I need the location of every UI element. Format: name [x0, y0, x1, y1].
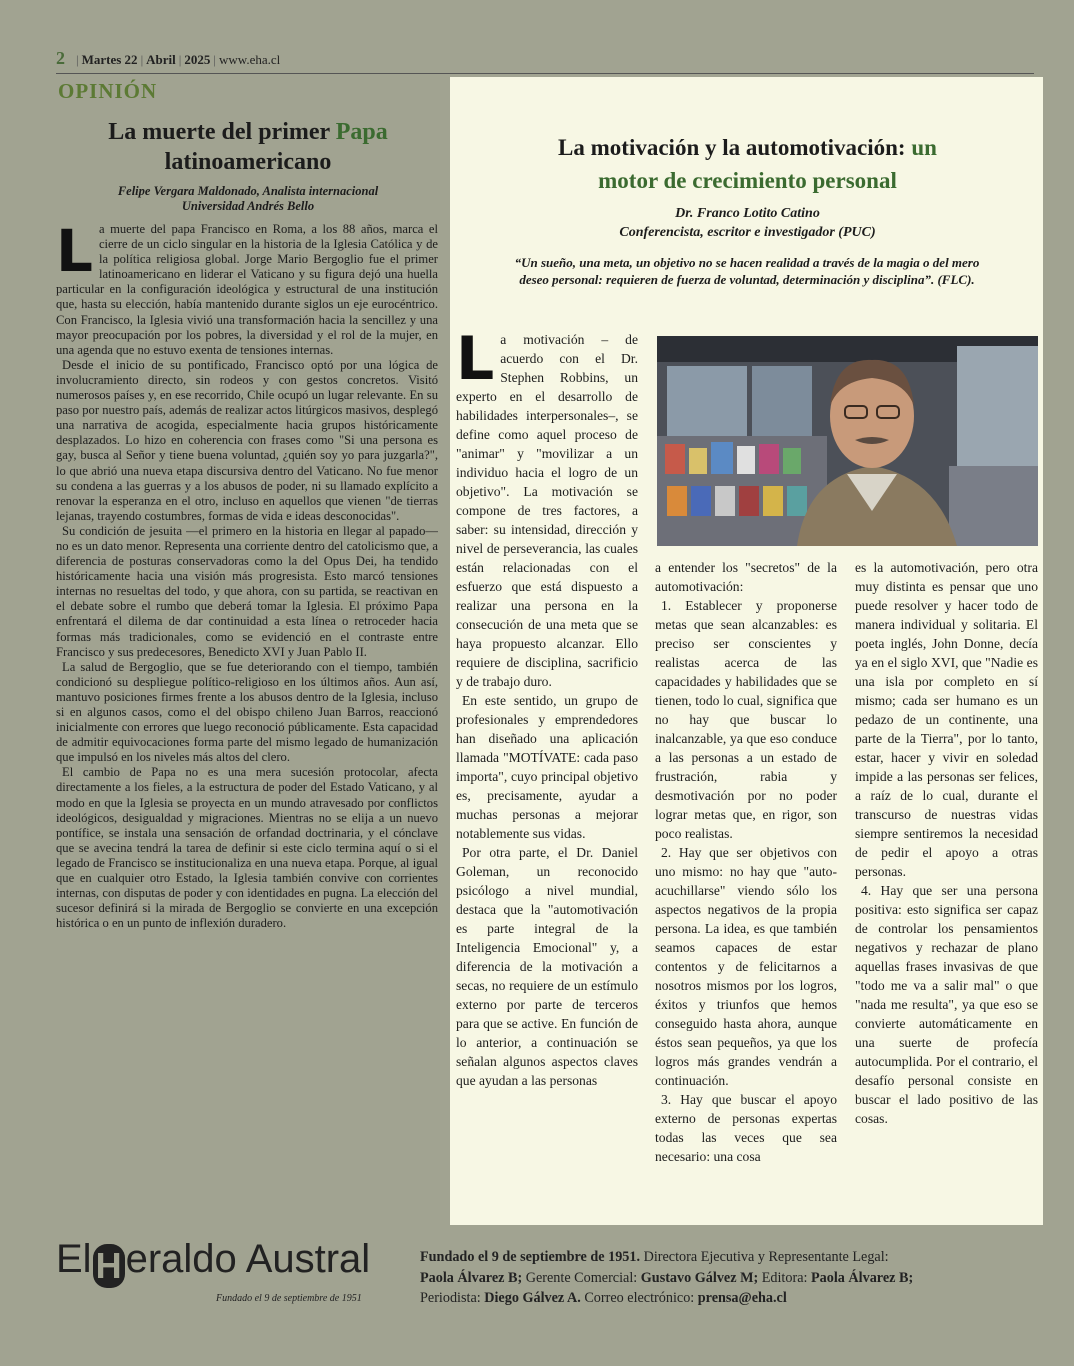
paragraph: es la automotivación, pero otra muy distinta es pensar que uno puede resolver y hacer todo de manera individual y solitaria. El poeta inglés, John Donne, decía ya en el siglo XVI, que "Nadie es una isla por completo en sí mismo; cada ser humano es un pedazo de un continente, una parte de la Tierra", por lo tanto, estar, hacer y vivir en soledad impide a las personas ser felices, a raíz de lo cual, durante el transcurso de nuestras vidas siempre sentiremos la necesidad de pedir el apoyo a otras personas.: [855, 560, 1038, 879]
email-link[interactable]: prensa@eha.cl: [697, 1290, 787, 1306]
paragraph: 1. Establecer y proponerse metas que sean alcanzables: es preciso ser conscientes y realistas acerca de las capacidades y habilidades que se tienen, todo lo cual, significa que no hay que buscar lo inalcanzable, ya que eso conduce a las personas a un estado de frustración, rabia y desmotivación por no poder lograr metas que, en rigor, son poco realistas.: [655, 598, 837, 841]
logo-tagline: Fundado el 9 de septiembre de 1951: [216, 1293, 362, 1304]
logo-text-2: eraldo: [125, 1237, 237, 1281]
paragraph: La salud de Bergoglio, que se fue deteriorando con el tiempo, también condicionó su despliegue político-religioso en los últimos años. Aun así, mantuvo posiciones firmes frente a los abusos dentro de la Iglesia, incluso si en algunos casos, como el del obispo chileno Juan Barros, reaccionó inicialmente con errores que luego reconoció públicamente. Esta capacidad de admitir equivocaciones forma parte del mismo legado de humanización que impulsó en los niveles más altos del clero.: [56, 659, 438, 765]
left-title-text-2: latinoamericano: [164, 149, 332, 175]
manager-label: Gerente Comercial:: [522, 1269, 641, 1286]
page-number: 2: [56, 48, 65, 68]
paragraph: a muerte del papa Francisco en Roma, a los 88 años, marca el cierre de un ciclo singular en la historia de la Iglesia Católica y de la política religiosa global. Jorge Mario Bergoglio fue el primer latinoamericano en liderar el Vaticano y su figura dejó una huella particular en la configuración ideológica y estructural de una institución que, hasta su elección, había mantenido durante siglos un eje eurocéntrico. Con Francisco, la Iglesia vivió una transformación hacia la sencillez y una mayor preocupación por los pobres, la diversidad y el rol de la mujer, en una agenda que no estuvo exenta de tensiones internas.: [56, 222, 438, 357]
left-article-byline: [58, 184, 438, 214]
manager-name: Gustavo Gálvez M;: [640, 1269, 759, 1286]
right-title-text: La motivación y la automotivación:: [558, 135, 912, 160]
right-article-byline: [470, 204, 1025, 242]
left-dropcap: L: [56, 222, 93, 285]
paragraph: a entender los "secretos" de la automotivación:: [655, 560, 837, 594]
header-website[interactable]: www.eha.cl: [219, 52, 281, 67]
paragraph: 3. Hay que buscar el apoyo externo de personas expertas todas las veces que sea necesario: una cosa: [655, 1092, 837, 1164]
right-title-highlight-2: motor de crecimiento personal: [598, 168, 897, 193]
paragraph: a motivación – de acuerdo con el Dr. Stephen Robbins, un experto en el desarrollo de habilidades interpersonales–, se define como aquel proceso de "animar" y "movilizar a un individuo hacia el logro de un objetivo". La motivación se compone de tres factores, a saber: su intensidad, dirección y nivel de perseverancia, las cuales están relacionadas con el esfuerzo que está dispuesto a realizar una persona en la consecución de una meta que se haya propuesto alcanzar. Ello requiere de disciplina, sacrificio y de trabajo duro.: [456, 332, 638, 689]
header-month: Abril: [146, 52, 176, 67]
email-label: Correo electrónico:: [580, 1290, 698, 1306]
left-article-body: [56, 222, 438, 1222]
left-author-affiliation: Universidad Andrés Bello: [181, 199, 315, 213]
right-dropcap: L: [456, 330, 495, 394]
right-article-column-1: [456, 330, 638, 1220]
right-author-affiliation: Conferencista, escritor e investigador (PUC): [619, 225, 876, 240]
editor-label: Editora:: [758, 1269, 811, 1286]
paragraph: El cambio de Papa no es una mera sucesión protocolar, afecta directamente a los fieles, a la estructura de poder del Estado Vaticano, y al modo en que la Iglesia se proyecta en un mundo atravesado por conflictos ideológicos, desigualdad y migraciones. Mientras no se elija a un nuevo pontífice, se instala una sensación de orfandad doctrinaria, y el cónclave que se avecina tendrá la tarea de definir si este ciclo termina aquí o si el legado de Francisco se institucionaliza en una nueva etapa. Porque, al igual que en cualquier otro Estado, la Iglesia también convive con corrientes internas, con disputas de poder y con identidades en pugna. La elección del sucesor definirá si la mirada de Bergoglio se convierte en una excepción histórica o en un punto de inflexión duradero.: [56, 765, 438, 931]
paragraph: Por otra parte, el Dr. Daniel Goleman, un reconocido psicólogo a nivel mundial, destaca que la "automotivación es parte integral de la Inteligencia Emocional" y, a diferencia de la motivación a secas, no requiere de un estímulo externo por parte de terceros para que se active. En función de lo anterior, a continuación se señalan algunos aspectos claves que ayudan a las personas: [456, 845, 638, 1088]
header-year: 2025: [184, 52, 211, 67]
paragraph: Su condición de jesuita —el primero en la historia en llegar al papado— no es un dato menor. Representa una corriente dentro del catolicismo que, a diferencia de posturas conservadoras como la del Opus Dei, ha tendido históricamente hacia una visión más progresista. Esto marcó tensiones internas no resueltas del todo, y que ahora, con su partida, se reactivan en el debate sobre el rumbo que deberá tomar la Iglesia. El próximo Papa enfrentará el dilema de dar continuidad a esta línea o retroceder hacia formas más tradicionales, como se evidenció en el contraste entre Francisco y sus predecesores, Benedicto XVI y Juan Pablo II.: [56, 523, 438, 659]
header-rule: [56, 73, 1034, 74]
newspaper-logo: [56, 1237, 406, 1287]
author-photo-image: [657, 336, 1038, 546]
journalist-name: Diego Gálvez A.: [484, 1290, 581, 1306]
editor-name: Paola Álvarez B;: [810, 1269, 914, 1286]
right-article-title: [470, 131, 1025, 197]
logo-text-3: Austral: [245, 1237, 371, 1281]
pull-quote: “Un sueño, una meta, un objetivo no se hacen realidad a través de la magia o del mero deseo personal: requieren de fuerza de voluntad, determinación y disciplina”. (FLC).: [514, 255, 980, 287]
paragraph: Desde el inicio de su pontificado, Francisco optó por una lógica de involucramiento directo, sin rodeos y con gestos concretos. Visitó numerosos países y, en ese recorrido, Chile ocupó un lugar relevante. En su paso por nuestro país, además de realizar actos litúrgicos masivos, desplegó una narrativa de acogida, especialmente hacia grupos históricamente desplazados. Lo hizo en coherencia con frases como "Si una persona es gay, busca al Señor y tiene buena voluntad, ¿quién soy yo para juzgarla?", lo que abrió una nueva etapa discursiva dentro del Vaticano. No fue menor su condena a las guerras y a los abusos de poder, ni su llamado explícito a renovar la esperanza en el otro, incluso en aquellos que vienen "de tierras lejanas, trayendo costumbres, formas de vida e ideas desconocidas".: [56, 357, 438, 523]
left-title-text: La muerte del primer: [108, 119, 336, 145]
author-photo: [657, 336, 1038, 546]
left-author-name: Felipe Vergara Maldonado, Analista internacional: [117, 184, 379, 198]
page-header: 2 | Martes 22 | Abril | 2025 | www.eha.cl: [56, 48, 281, 68]
logo-text: El: [56, 1237, 92, 1281]
right-article-column-3: [855, 558, 1038, 1220]
header-date: Martes 22: [81, 52, 138, 67]
director-name: Paola Álvarez B;: [420, 1269, 523, 1286]
left-article-title: [58, 117, 438, 177]
section-title: OPINIÓN: [58, 79, 158, 103]
left-title-highlight: Papa: [335, 119, 388, 145]
paragraph: En este sentido, un grupo de profesionales y emprendedores han diseñado una aplicación llamada "MOTÍVATE: cada paso importa", cuyo principal objetivo es, precisamente, ayudar a muchas personas a mejorar notablemente sus vidas.: [456, 693, 638, 841]
right-article-column-2: [655, 558, 837, 1220]
masthead-info: [420, 1247, 1040, 1309]
right-title-highlight: un: [911, 135, 937, 160]
founded-text: Fundado el 9 de septiembre de 1951.: [420, 1249, 641, 1265]
director-label: Directora Ejecutiva y Representante Legal:: [640, 1249, 889, 1265]
logo-h-mark: H: [93, 1244, 125, 1288]
right-author-name: Dr. Franco Lotito Catino: [675, 206, 820, 221]
journalist-label: Periodista:: [420, 1290, 485, 1306]
paragraph: 4. Hay que ser una persona positiva: esto significa ser capaz de controlar los pensamientos negativos y rechazar de plano aquellas frases invasivas de que "todo me va a salir mal" o que "nada me resulta", ya que eso se convierte automáticamente en una suerte de profecía autocumplida. Por el contrario, el desafío personal consiste en buscar el lado positivo de las cosas.: [855, 883, 1038, 1126]
paragraph: 2. Hay que ser objetivos con uno mismo: no hay que "auto-acuchillarse" viendo sólo los aspectos negativos de la propia persona. La idea, es que también seamos capaces de estar contentos y de felicitarnos a nosotros mismos por los logros, éxitos y triunfos que hemos conseguido hasta ahora, aunque éstos sean pequeños, ya que los logros más grandes vendrán a continuación.: [655, 845, 837, 1088]
